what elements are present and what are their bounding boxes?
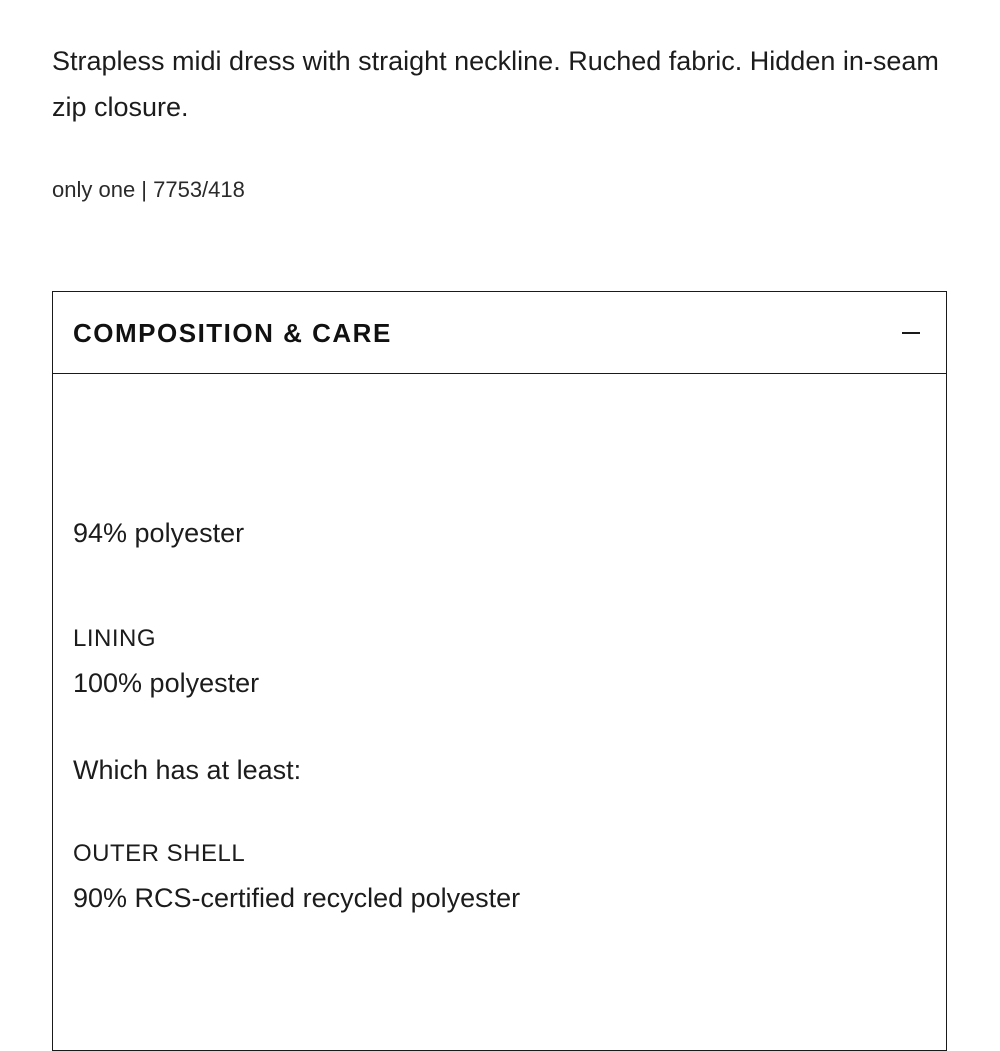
lining-composition: 100% polyester: [73, 668, 260, 698]
composition-care-title: COMPOSITION & CARE: [73, 318, 392, 348]
composition-care-panel: [52, 291, 947, 1051]
lining-label: LINING: [73, 625, 157, 652]
product-reference: only one | 7753/418: [52, 177, 245, 202]
outer-shell-composition: 90% RCS-certified recycled polyester: [73, 883, 521, 913]
composition-care-header[interactable]: [53, 292, 946, 374]
main-composition: 94% polyester: [73, 518, 245, 548]
which-has-at-least-text: Which has at least:: [73, 755, 302, 785]
product-description: Strapless midi dress with straight neckline. Ruched fabric. Hidden in-seam zip closure.: [52, 46, 939, 122]
minus-icon[interactable]: [902, 332, 920, 334]
outer-shell-label: OUTER SHELL: [73, 840, 246, 867]
